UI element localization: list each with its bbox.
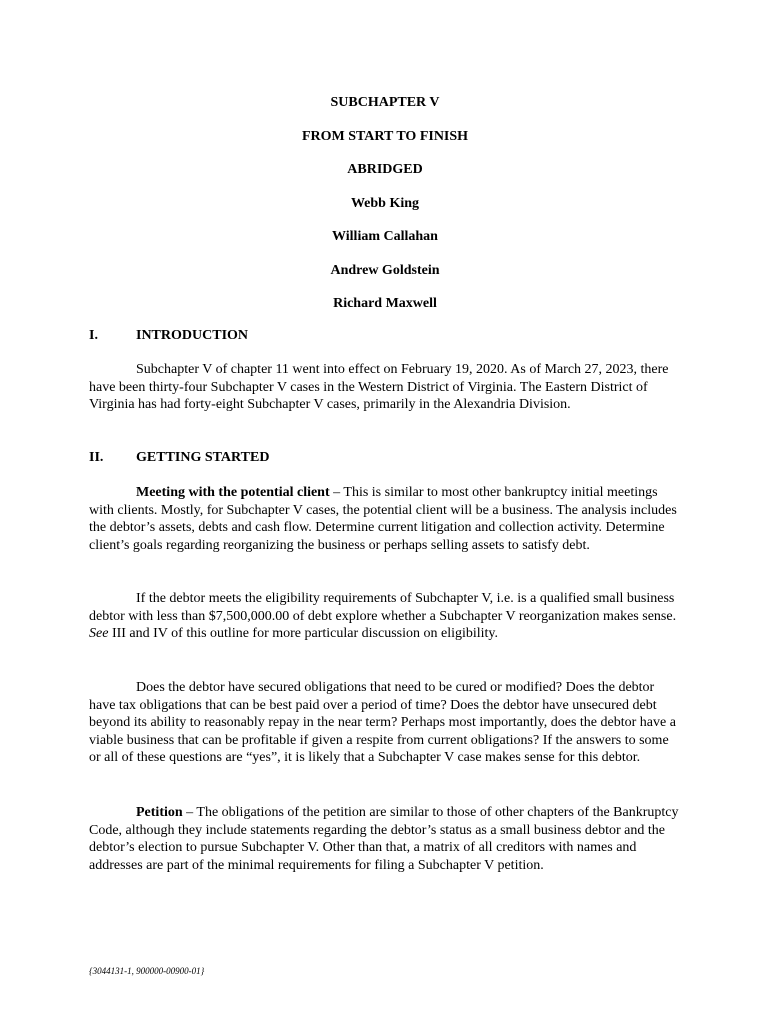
paragraph-text: Subchapter V of chapter 11 went into effect on February 19, 2020. As of March 27, 2023, there have been thirty-four Subchapter V cases in the Western District of Virginia. The Eastern District of Virginia has had forty-eight Subchapter V cases, primarily in the Alexandria Division.: [89, 362, 669, 413]
author-1: Webb King: [350, 195, 420, 211]
title-line-1: SUBCHAPTER V: [330, 95, 440, 110]
section-heading-getting-started: [89, 450, 269, 466]
paragraph-lead: Meeting with the potential client: [136, 485, 330, 500]
paragraph-text: If the debtor meets the eligibility requirements of Subchapter V, i.e. is a qualified small business debtor with less than $7,500,000.00 of debt explore whether a Subchapter V reorganization makes sense.: [89, 591, 677, 624]
paragraph-text: – The obligations of the petition are similar to those of other chapters of the Bankruptcy Code, although they include statements regarding the debtor’s status as a small business debtor and the debtor’s election to pursue Subchapter V. Other than that, a matrix of all creditors with names and addresses are part of the minimal requirements for filing a Subchapter V petition.: [89, 805, 679, 873]
section-heading-introduction: [89, 328, 248, 344]
title-line-2: FROM START TO FINISH: [301, 128, 469, 144]
title-block: [0, 95, 770, 330]
paragraph-lead: Petition: [136, 805, 183, 820]
section-title: INTRODUCTION: [136, 328, 249, 343]
meeting-paragraph: [89, 484, 679, 554]
section-title: GETTING STARTED: [136, 450, 270, 465]
section-number: II.: [89, 450, 104, 465]
questions-paragraph: [89, 679, 679, 767]
title-line-3: ABRIDGED: [347, 162, 423, 177]
author-2: William Callahan: [332, 229, 438, 244]
petition-paragraph: [89, 804, 679, 874]
section-number: I.: [89, 328, 98, 343]
eligibility-paragraph: [89, 590, 679, 643]
paragraph-text: Does the debtor have secured obligations that need to be cured or modified? Does the debtor have tax obligations that can be best paid over a period of time? Does the debtor have unsecured debt beyond its ability to reasonably repay in the near term? Perhaps most importantly, does the debtor have a viable business that can be profitable if given a respite from current obligations? If the answers to some or all of these questions are “yes”, it is likely that a Subchapter V case makes sense for this debtor.: [89, 680, 676, 766]
see-signal: See: [89, 626, 109, 642]
intro-paragraph: [89, 361, 679, 414]
footer-doc-id: {3044131-1, 900000-00900-01}: [89, 966, 205, 976]
paragraph-text: – This is similar to most other bankruptcy initial meetings with clients. Mostly, for Subchapter V cases, the potential client will be a business. The analysis includes the debtor’s assets, debts and cash flow. Determine current litigation and collection activity. Determine client’s goals regarding reorganizing the business or perhaps selling assets to satisfy debt.: [89, 485, 677, 553]
author-3: Andrew Goldstein: [330, 262, 440, 278]
author-4: Richard Maxwell: [333, 296, 437, 311]
paragraph-text-cont: III and IV of this outline for more particular discussion on eligibility.: [108, 626, 499, 642]
